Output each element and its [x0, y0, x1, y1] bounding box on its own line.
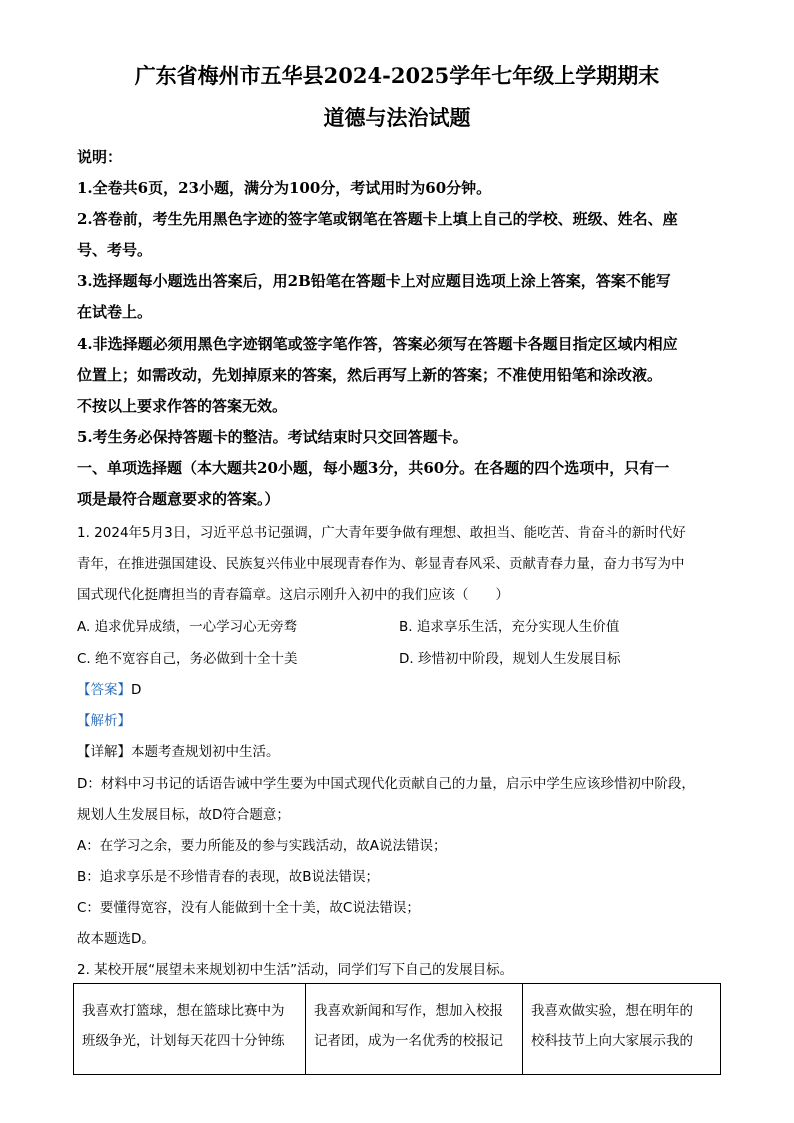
answer-value: D — [131, 682, 142, 698]
question-stem-line: 1. 2024年5月3日，习近平总书记强调，广大青年要争做有理想、敢担当、能吃苦、肯奋斗的新时代好 — [77, 525, 686, 541]
cell-line: 班级争光，计划每天花四十分钟练 — [82, 1033, 285, 1049]
table-row — [74, 984, 721, 1075]
option-b: B. 追求享乐生活，充分实现人生价值 — [399, 619, 620, 635]
option-d: D. 珍惜初中阶段，规划人生发展目标 — [399, 651, 621, 667]
explanation-line: C：要懂得宽容，没有人能做到十全十美，故C说法错误； — [77, 900, 420, 916]
instruction-line: 位置上；如需改动，先划掉原来的答案，然后再写上新的答案；不准使用铅笔和涂改液。 — [77, 366, 663, 384]
instruction-line: 5.考生务必保持答题卡的整洁。考试结束时只交回答题卡。 — [77, 428, 468, 446]
detail-text: 本题考查规划初中生活。 — [131, 744, 280, 760]
instruction-line: 3.选择题每小题选出答案后，用2B铅笔在答题卡上对应题目选项上涂上答案，答案不能写 — [77, 272, 671, 290]
instruction-line: 4.非选择题必须用黑色字迹钢笔或签字笔作答，答案必须写在答题卡各题目指定区域内相应 — [77, 335, 678, 353]
analysis-line — [77, 709, 727, 729]
goals-table — [73, 983, 721, 1075]
cell-line: 记者团，成为一名优秀的校报记 — [314, 1033, 503, 1049]
table-cell — [306, 984, 523, 1075]
option-a: A. 追求优异成绩，一心学习心无旁骛 — [77, 619, 298, 635]
exam-title: 广东省梅州市五华县2024-2025学年七年级上学期期末 — [134, 63, 660, 88]
exam-subtitle: 道德与法治试题 — [323, 105, 471, 130]
answer-tag: 【答案】 — [77, 682, 131, 698]
explanation-line: 规划人生发展目标，故D符合题意； — [77, 807, 290, 823]
cell-line: 校科技节上向大家展示我的 — [531, 1033, 693, 1049]
detail-tag: 【详解】 — [77, 744, 131, 760]
table-cell — [74, 984, 306, 1075]
instructions-heading: 说明： — [77, 148, 123, 166]
explanation-line: B：追求享乐是不珍惜青春的表现，故B说法错误； — [77, 869, 380, 885]
question-stem-line: 青年，在推进强国建设、民族复兴伟业中展现青春作为、彰显青春风采、贡献青春力量，奋力书写为中 — [77, 556, 685, 572]
instruction-line: 1.全卷共6页，23小题，满分为100分，考试用时为60分钟。 — [77, 179, 492, 197]
section-heading: 一、单项选择题（本大题共20小题，每小题3分，共60分。在各题的四个选项中，只有一 — [77, 459, 670, 477]
question-stem-line: 国式现代化挺膺担当的青春篇章。这启示刚升入初中的我们应该（ ） — [77, 587, 509, 603]
explanation-line: 故本题选D。 — [77, 931, 155, 947]
cell-line: 我喜欢打篮球，想在篮球比赛中为 — [82, 1003, 285, 1019]
question-stem-line: 2. 某校开展“展望未来规划初中生活”活动，同学们写下自己的发展目标。 — [77, 962, 514, 978]
cell-line: 我喜欢做实验，想在明年的 — [531, 1003, 693, 1019]
instruction-line: 在试卷上。 — [77, 303, 153, 321]
table-cell — [523, 984, 721, 1075]
answer-line — [77, 678, 727, 698]
section-heading: 项是最符合题意要求的答案。） — [77, 490, 280, 508]
instruction-line: 不按以上要求作答的答案无效。 — [77, 397, 288, 415]
explanation-line: A：在学习之余，要力所能及的参与实践活动，故A说法错误； — [77, 838, 447, 854]
instruction-line: 号、考号。 — [77, 241, 153, 259]
option-c: C. 绝不宽容自己，务必做到十全十美 — [77, 651, 298, 667]
instruction-line: 2.答卷前，考生先用黑色字迹的签字笔或钢笔在答题卡上填上自己的学校、班级、姓名、座 — [77, 210, 678, 228]
detail-line — [77, 740, 727, 760]
analysis-tag: 【解析】 — [77, 713, 131, 729]
cell-line: 我喜欢新闻和写作，想加入校报 — [314, 1003, 503, 1019]
explanation-line: D：材料中习书记的话语告诫中学生要为中国式现代化贡献自己的力量，启示中学生应该珍惜初中阶段， — [77, 776, 695, 792]
